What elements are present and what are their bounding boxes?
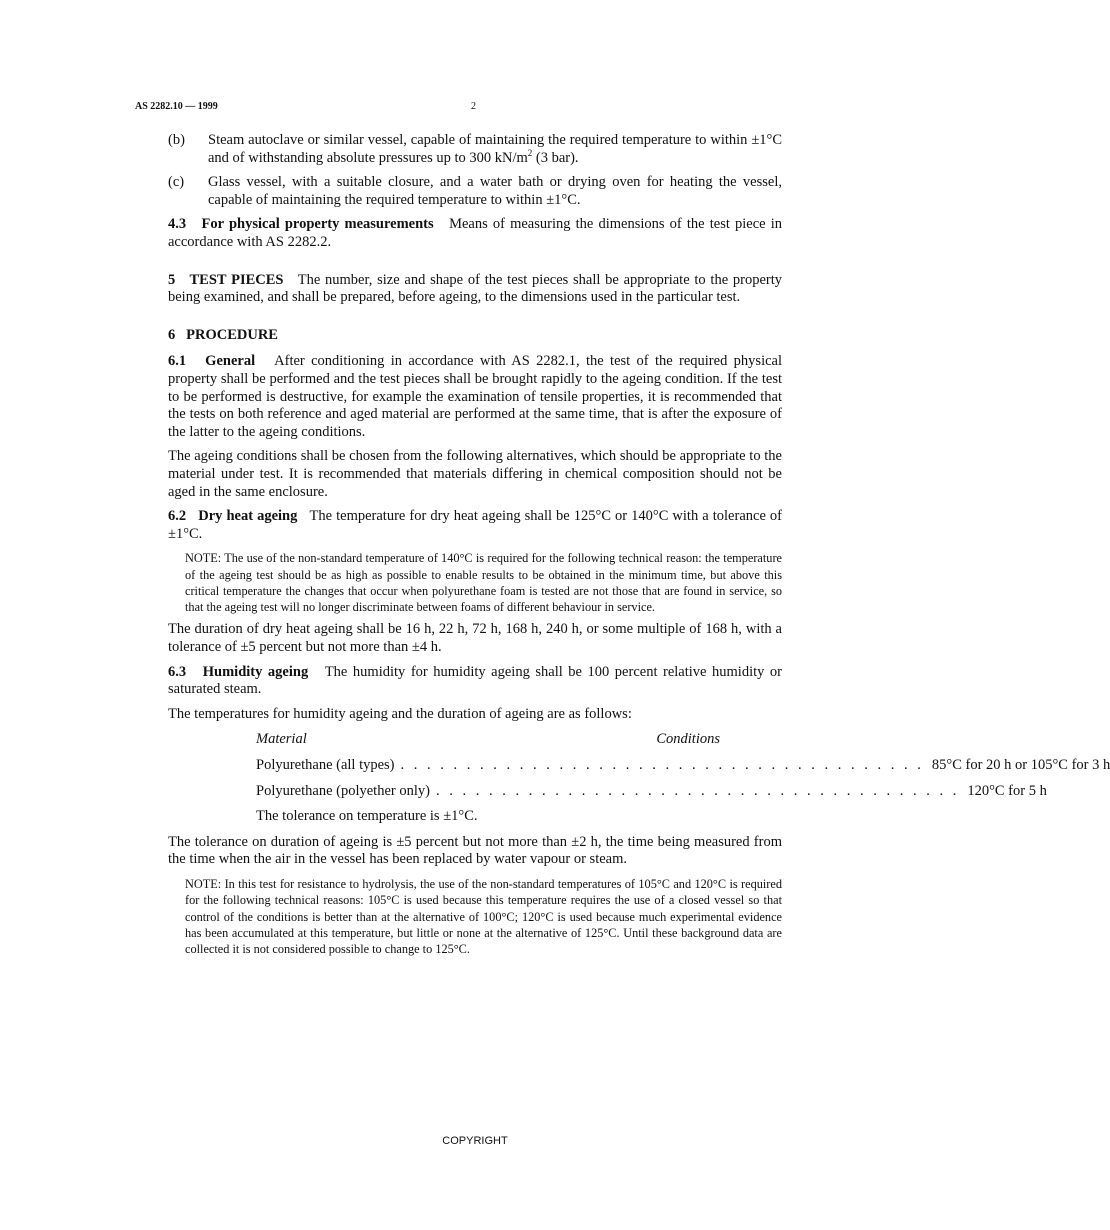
clause-text: The temperature for dry heat ageing shall be 125°C or 140°C with a tolerance of ±1°C. [168,508,782,542]
paragraph: The ageing conditions shall be chosen from the following alternatives, which should be appropriate to the material under test. It is recommended that materials differing in chemical composition should not be aged in the same enclosure. [168,448,782,500]
clause-text: After conditioning in accordance with AS 2282.1, the test of the required physical property shall be performed and the test pieces shall be brought rapidly to the ageing condition. If the test to be performed is destructive, for example the examination of tensile properties, it is recommended that the tests on both reference and aged material are performed at the same time, that is after the exposure of the latter to the ageing conditions. [168,353,782,440]
clause-6-1 [168,353,782,441]
table-row [256,757,1110,775]
clause-number: 4.3 [168,216,187,233]
clause-title: TEST PIECES [189,271,284,288]
paragraph: The tolerance on duration of ageing is ±5 percent but not more than ±2 h, the time being measured from the time when the air in the vessel has been replaced by water vapour or steam. [168,833,782,868]
clause-number: 6 [168,326,176,343]
table-header [256,731,782,749]
conditions-cell: 85°C for 20 h or 105°C for 3 h [931,757,1110,774]
superscript: 2 [527,147,533,158]
column-header-material: Material [256,731,307,748]
note: NOTE: In this test for resistance to hydrolysis, the use of the non-standard temperatures of 105°C and 120°C is required for the following technical reasons: 105°C is used because this temperature requires the use of a closed vessel so that control of the conditions is better than at the alternative of 100°C; 120°C is used because much experimental evidence has been accumulated at this temperature, but little or none at the alternative of 125°C. Until these background data are collected it is not considered possible to change to 125°C. [185,877,782,957]
dot-leader: . . . . . . . . . . . . . . . . . . . . . . . . . . . . . . . . . . . . . . . . [400,757,924,774]
clause-text: The humidity for humidity ageing shall be 100 percent relative humidity or saturated steam. [168,663,783,698]
clause-title: For physical property measurements [201,216,434,233]
clause-4-3 [168,216,782,251]
column-header-conditions: Conditions [656,731,720,748]
list-text: Glass vessel, with a suitable closure, and a water bath or drying oven for heating the vessel, capable of maintaining the required temperature to within ±1°C. [208,174,782,208]
list-item-b [168,132,782,167]
clause-number: 6.2 [168,508,187,525]
list-label: (b) [168,132,185,148]
clause-title: Humidity ageing [202,663,309,680]
clause-5 [168,272,782,307]
conditions-table [256,731,1110,825]
conditions-cell: 120°C for 5 h [967,782,1047,799]
list-text [208,132,782,167]
clause-6-2 [168,508,782,543]
note: NOTE: The use of the non-standard temperature of 140°C is required for the following technical reason: the temperature of the ageing test should be as high as possible to enable results to be obtained in the minimum time, but above this critical temperature the changes that occur when polyurethane foam is tested are not those that are found in service, so that the ageing test will no longer discriminate between foams of different behaviour in service. [185,551,782,615]
list-item-c [168,174,782,209]
page-body [168,132,1110,963]
material-cell: Polyurethane (all types) [256,757,395,774]
document-code: AS 2282.10 — 1999 [135,101,218,112]
material-cell: Polyurethane (polyether only) [256,782,430,799]
clause-6-3 [168,664,782,699]
dot-leader: . . . . . . . . . . . . . . . . . . . . . . . . . . . . . . . . . . . . . . . . [435,782,960,799]
list-text-part: Steam autoclave or similar vessel, capable of maintaining the required temperature to within ±1°C and of withstanding absolute pressures up to 300 kN/m [208,132,782,166]
clause-text: The number, size and shape of the test pieces shall be appropriate to the property being examined, and shall be prepared, before ageing, to the dimensions used in the particular test. [168,271,783,306]
clause-text: Means of measuring the dimensions of the test piece in accordance with AS 2282.2. [168,216,783,250]
clause-title: PROCEDURE [186,326,278,343]
clause-6-heading [168,327,782,345]
paragraph: The temperatures for humidity ageing and the duration of ageing are as follows: [168,705,632,722]
clause-title: Dry heat ageing [198,508,298,525]
paragraph: The duration of dry heat ageing shall be 16 h, 22 h, 72 h, 168 h, 240 h, or some multiple of 168 h, with a tolerance of ±5 percent but not more than ±4 h. [168,621,782,656]
list-label: (c) [168,174,185,191]
page-number: 2 [471,101,476,112]
clause-title: General [205,353,256,370]
table-row [256,782,1047,801]
copyright-footer: COPYRIGHT [442,1135,508,1147]
clause-number: 6.1 [168,353,187,370]
clause-number: 6.3 [168,663,187,680]
table-note: The tolerance on temperature is ±1°C. [256,808,478,825]
list-text-part: (3 bar). [532,149,579,166]
clause-number: 5 [168,271,176,288]
